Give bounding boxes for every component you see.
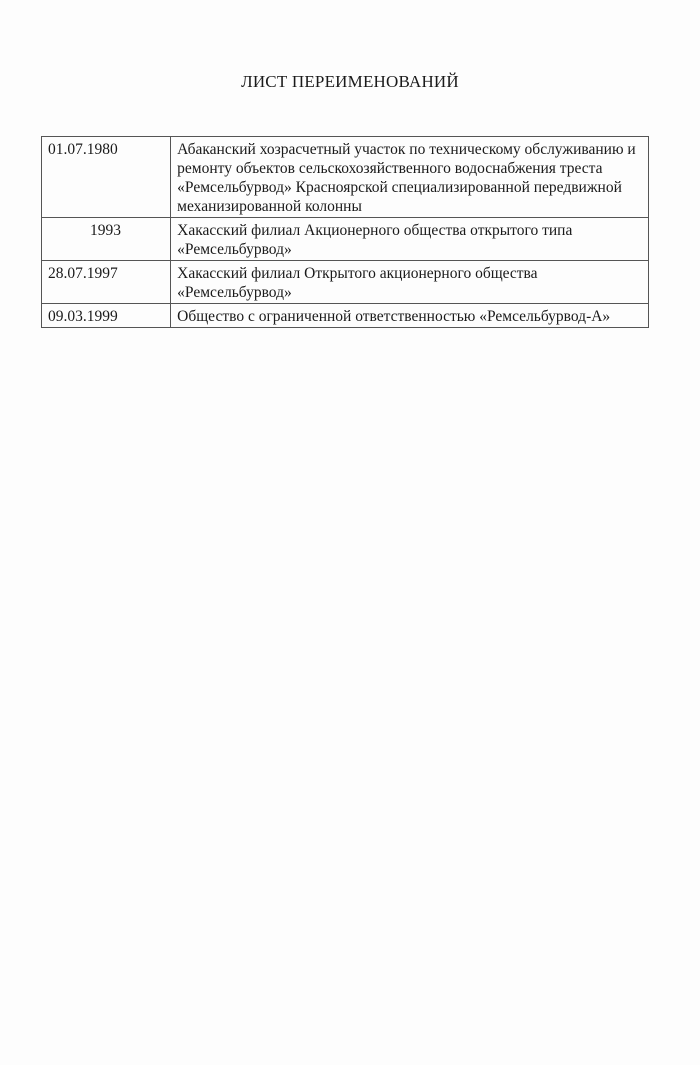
name-cell: Абаканский хозрасчетный участок по техническому обслуживанию и ремонту объектов сельскохозяйственного водоснабжения треста «Ремсельбурвод» Красноярской специализированной передвижной механизированной колонны	[171, 137, 649, 218]
name-cell: Хакасский филиал Акционерного общества открытого типа «Ремсельбурвод»	[171, 218, 649, 261]
table-row	[42, 261, 649, 304]
date-cell: 09.03.1999	[42, 304, 171, 328]
table-row	[42, 137, 649, 218]
renames-table	[41, 136, 649, 328]
table-row	[42, 218, 649, 261]
name-cell: Общество с ограниченной ответственностью «Ремсельбурвод-А»	[171, 304, 649, 328]
page-title: ЛИСТ ПЕРЕИМЕНОВАНИЙ	[241, 72, 459, 91]
date-cell: 28.07.1997	[42, 261, 171, 304]
table-row	[42, 304, 649, 328]
name-cell: Хакасский филиал Открытого акционерного общества «Ремсельбурвод»	[171, 261, 649, 304]
date-cell: 01.07.1980	[42, 137, 171, 218]
date-cell: 1993	[42, 218, 171, 261]
